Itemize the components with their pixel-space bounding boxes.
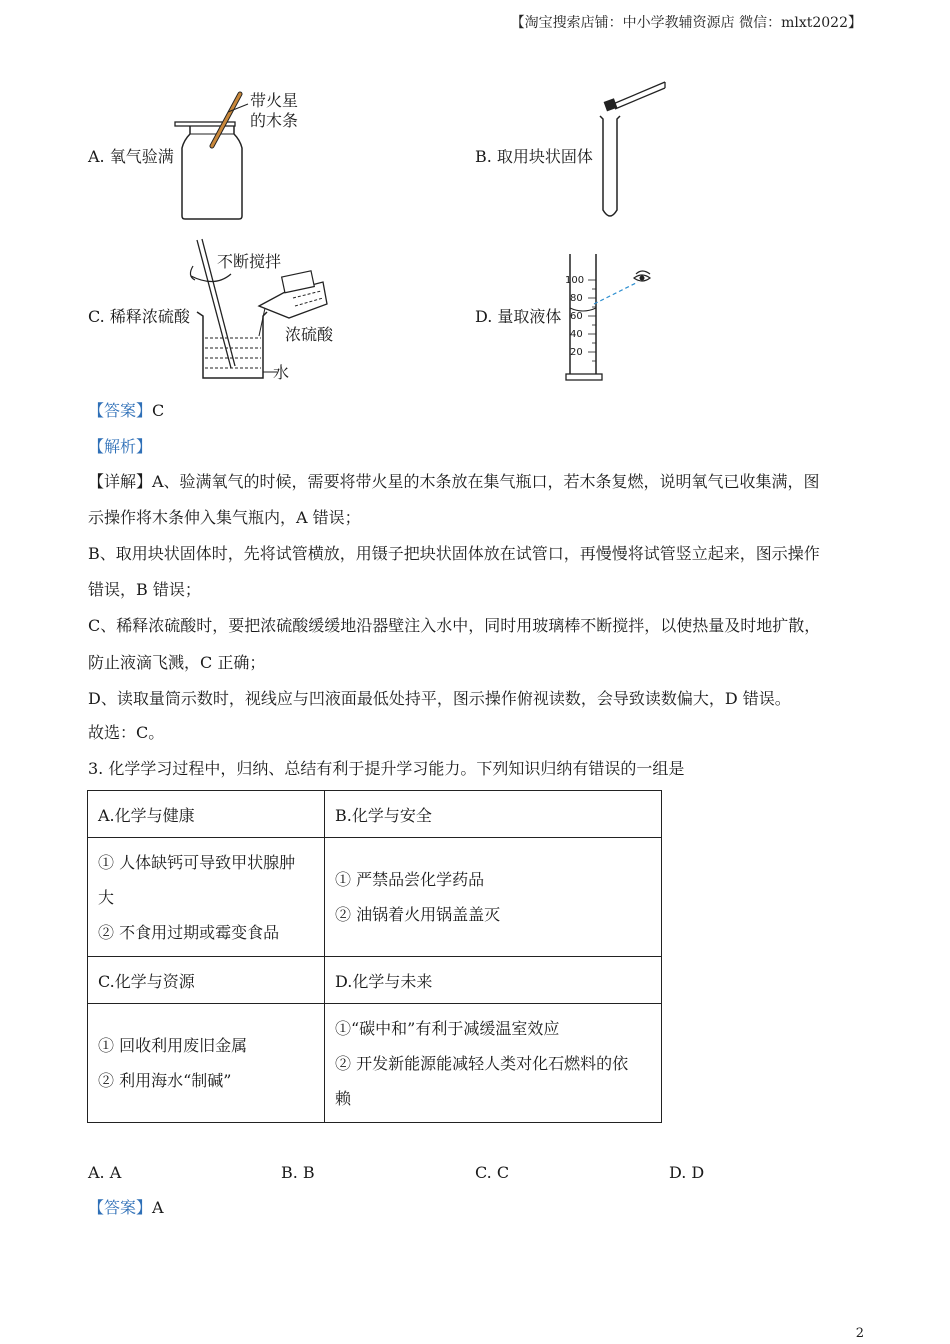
detail-line: C、稀释浓硫酸时，要把浓硫酸缓缓地沿器壁注入水中，同时用玻璃棒不断搅拌，以使热量及时地扩散， <box>88 616 821 635</box>
answer-value: C <box>152 401 165 420</box>
tick-40: 40 <box>570 329 583 340</box>
tick-20: 20 <box>570 347 583 358</box>
cell-line: ① 人体缺钙可导致甲状腺肿 <box>98 852 296 872</box>
splint-caption-2: 的木条 <box>250 111 299 130</box>
detail-line: 故选：C。 <box>88 723 165 742</box>
water-label: 水 <box>273 363 290 382</box>
beaker-figure <box>185 236 345 386</box>
cell-line: 大 <box>98 887 115 907</box>
detail-line: 【详解】A、验满氧气的时候，需要将带火星的木条放在集气瓶口，若木条复燃，说明氧气已收集满，图 <box>88 472 820 491</box>
option-d-label: D. 量取液体 <box>475 307 562 326</box>
detail-line: 防止液滴飞溅，C 正确； <box>88 653 266 672</box>
option-a-label: A. 氧气验满 <box>88 147 174 166</box>
cell-line: ② 不食用过期或霉变食品 <box>98 922 280 942</box>
acid-label: 浓硫酸 <box>285 325 334 344</box>
page-header: 【淘宝搜索店铺：中小学教辅资源店 微信：mlxt2022】 <box>510 15 862 31</box>
cell-b-body <box>325 838 662 957</box>
detail-line: 错误，B 错误； <box>88 580 201 599</box>
answer-value: A <box>152 1198 164 1217</box>
q3-table <box>87 790 662 1123</box>
cell-line: 赖 <box>335 1088 352 1108</box>
answer-tag: 【答案】 <box>88 401 153 420</box>
cell-d-head: D.化学与未来 <box>325 957 662 1004</box>
cell-a-head: A.化学与健康 <box>88 791 325 838</box>
tick-100: 100 <box>565 275 585 286</box>
detail-line: B、取用块状固体时，先将试管横放，用镊子把块状固体放在试管口，再慢慢将试管竖立起来，图示操作 <box>88 544 820 563</box>
stir-label: 不断搅拌 <box>217 252 282 271</box>
cylinder-figure <box>562 248 662 383</box>
choice-c: C. C <box>475 1163 510 1182</box>
choice-b: B. B <box>281 1163 315 1182</box>
choice-a: A. A <box>88 1163 122 1182</box>
cell-d-body <box>325 1004 662 1123</box>
analysis-tag: 【解析】 <box>88 437 153 456</box>
option-c-label: C. 稀释浓硫酸 <box>88 307 190 326</box>
q3-answer <box>88 1198 858 1218</box>
cell-line: ① 严禁品尝化学药品 <box>335 870 485 889</box>
cell-line: ② 开发新能源能减轻人类对化石燃料的依 <box>335 1053 629 1073</box>
cell-a-body <box>88 838 325 957</box>
detail-line: D、读取量筒示数时，视线应与凹液面最低处持平，图示操作俯视读数，会导致读数偏大，D 错误。 <box>88 689 791 708</box>
cell-line: ② 油锅着火用锅盖盖灭 <box>335 905 501 924</box>
tick-80: 80 <box>570 293 583 304</box>
page-number: 2 <box>855 1326 864 1341</box>
cell-c-head: C.化学与资源 <box>88 957 325 1004</box>
cell-c-body <box>88 1004 325 1123</box>
q2-answer <box>88 401 858 421</box>
gas-bottle-figure <box>170 86 320 226</box>
detail-line: 示操作将木条伸入集气瓶内，A 错误； <box>88 508 361 527</box>
choice-d: D. D <box>669 1163 705 1182</box>
test-tube-figure <box>595 78 675 223</box>
cell-b-head: B.化学与安全 <box>325 791 662 838</box>
q3-stem: 3. 化学学习过程中，归纳、总结有利于提升学习能力。下列知识归纳有错误的一组是 <box>88 759 685 778</box>
option-b-label: B. 取用块状固体 <box>475 147 593 166</box>
answer-tag: 【答案】 <box>88 1198 153 1217</box>
cell-line: ① 回收利用废旧金属 <box>98 1036 248 1055</box>
splint-caption-1: 带火星 <box>250 91 299 110</box>
tick-60: 60 <box>570 311 583 322</box>
cell-line: ② 利用海水“制碱” <box>98 1071 232 1090</box>
cell-line: ①“碳中和”有利于减缓温室效应 <box>335 1018 560 1038</box>
